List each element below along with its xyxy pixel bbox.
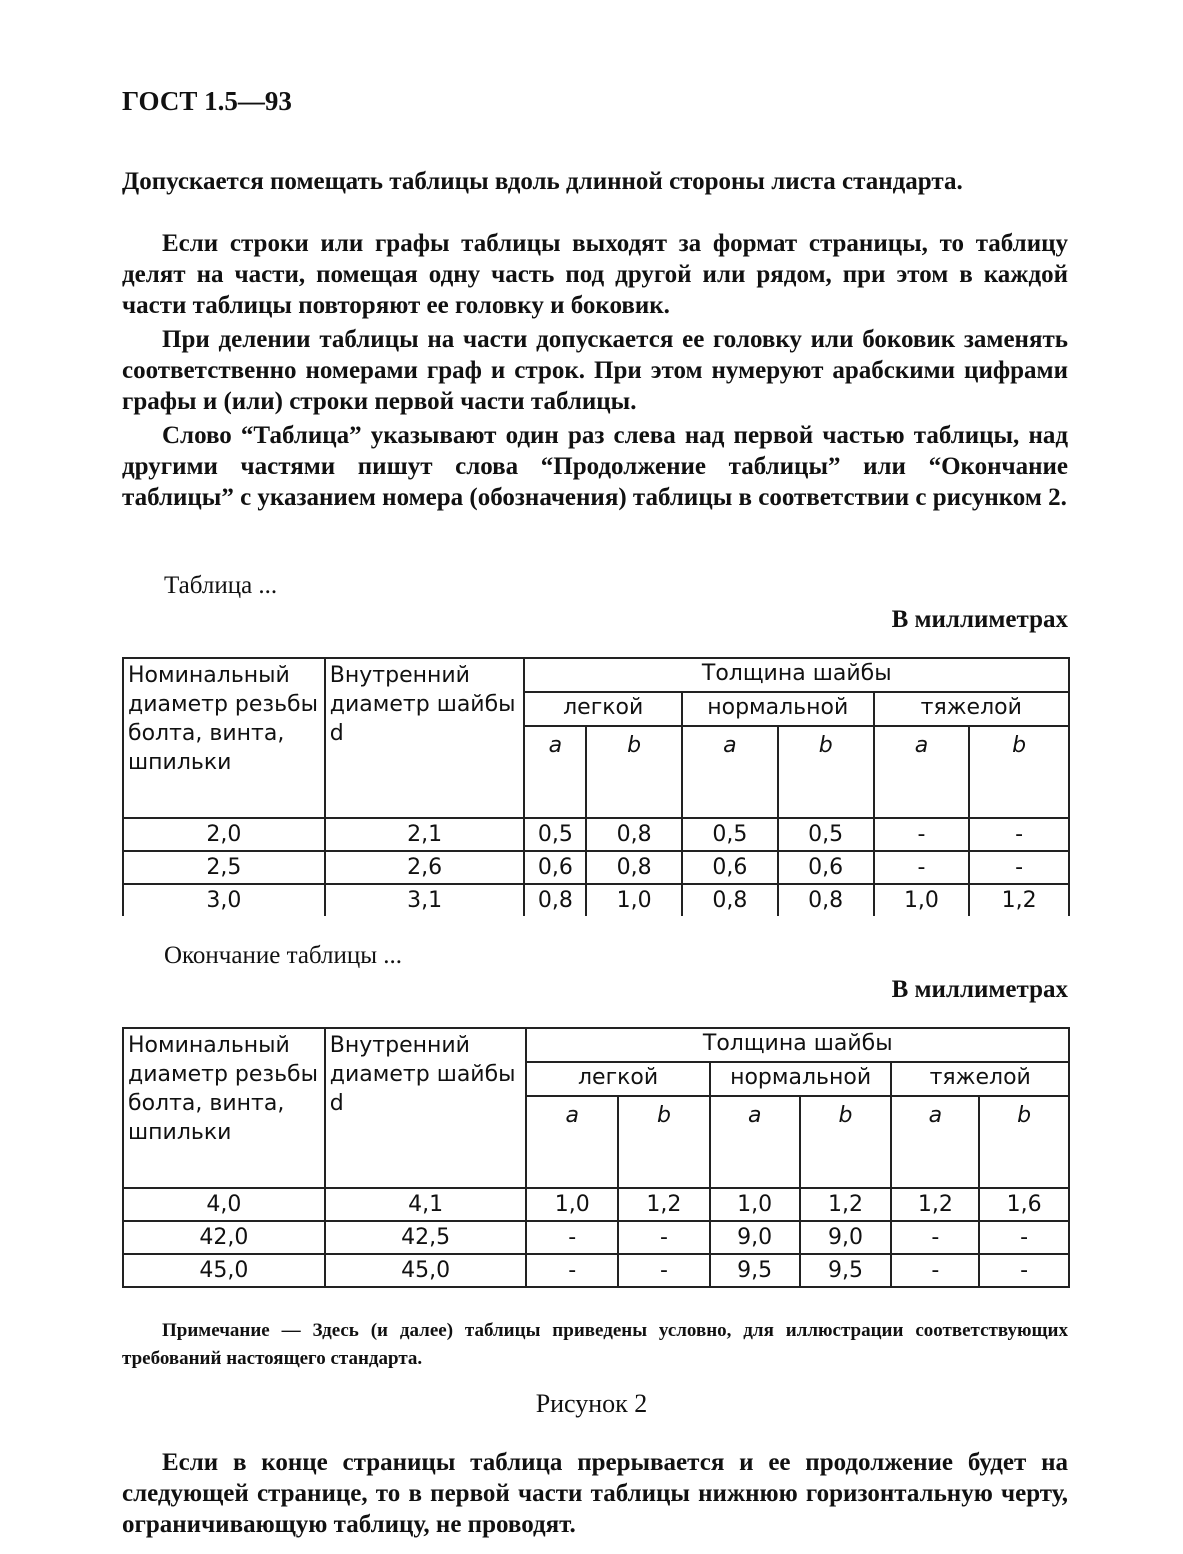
table-cell: 0,8 — [586, 851, 682, 884]
table-cell: 1,2 — [800, 1188, 892, 1221]
paragraph-1: Допускается помещать таблицы вдоль длинной стороны листа стандарта. — [122, 168, 963, 195]
table-cell: 1,2 — [891, 1188, 979, 1221]
table-cell: - — [891, 1221, 979, 1254]
table-cell: 2,5 — [123, 851, 325, 884]
table-cell: 0,5 — [682, 818, 778, 851]
table-cell: 2,6 — [325, 851, 525, 884]
table1-ab-header: b — [778, 726, 874, 818]
table-cell: - — [526, 1254, 618, 1287]
table1-ab-header: a — [682, 726, 778, 818]
table2-units: В миллиметрах — [891, 976, 1068, 1003]
table-cell: 0,8 — [524, 884, 586, 916]
table-row — [123, 1221, 1069, 1254]
table1-units: В миллиметрах — [891, 606, 1068, 633]
paragraph-3: При делении таблицы на части допускается ее головку или боковик заменять соответственно номерами граф и строк. При этом нумеруют арабскими цифрами графы и (или) строки первой части таблицы. — [122, 326, 1068, 415]
table-row — [123, 884, 1069, 916]
table2-ab-header: a — [710, 1096, 800, 1188]
table1-sub-light: легкой — [524, 692, 681, 726]
document-code: ГОСТ 1.5—93 — [122, 86, 292, 116]
table1-col1-header: Номинальный диаметр резьбы болта, винта, шпильки — [123, 658, 325, 818]
table1-caption: Таблица ... — [164, 572, 278, 599]
table2-sub-heavy: тяжелой — [891, 1062, 1069, 1096]
table-cell: 0,8 — [586, 818, 682, 851]
table-cell: - — [891, 1254, 979, 1287]
table-cell: - — [618, 1221, 710, 1254]
table-cell: 42,5 — [325, 1221, 527, 1254]
table-cell: - — [979, 1254, 1069, 1287]
table1-sub-normal: нормальной — [682, 692, 874, 726]
table1-ab-header: b — [586, 726, 682, 818]
table-row — [123, 1188, 1069, 1221]
table1-group-header: Толщина шайбы — [524, 658, 1069, 692]
table2-col1-header: Номинальный диаметр резьбы болта, винта, шпильки — [123, 1028, 325, 1188]
table-cell: 0,8 — [778, 884, 874, 916]
table2 — [122, 1027, 1070, 1288]
table-note: Примечание — Здесь (и далее) таблицы приведены условно, для иллюстрации соответствующих требований настоящего стандарта. — [122, 1320, 1068, 1369]
table2-ab-header: b — [979, 1096, 1069, 1188]
table2-ab-header: b — [800, 1096, 892, 1188]
table-cell: 2,1 — [325, 818, 525, 851]
paragraph-4: Слово “Таблица” указывают один раз слева над первой частью таблицы, над другими частями пишут слова “Продолжение таблицы” или “Окончание таблицы” с указанием номера (обозначения) таблицы в соответствии с рисунком 2. — [122, 422, 1068, 511]
table-cell: 45,0 — [123, 1254, 325, 1287]
table-cell: 0,5 — [524, 818, 586, 851]
table-row — [123, 818, 1069, 851]
table-cell: 4,0 — [123, 1188, 325, 1221]
table-cell: 0,5 — [778, 818, 874, 851]
table-cell: 9,5 — [710, 1254, 800, 1287]
table-cell: 9,5 — [800, 1254, 892, 1287]
table-cell: - — [969, 851, 1069, 884]
table2-group-header: Толщина шайбы — [526, 1028, 1069, 1062]
figure-caption: Рисунок 2 — [535, 1389, 648, 1418]
table-cell: 9,0 — [800, 1221, 892, 1254]
table-cell: 1,0 — [710, 1188, 800, 1221]
table-cell: 1,0 — [874, 884, 970, 916]
table-cell: 0,8 — [682, 884, 778, 916]
table-cell: - — [874, 851, 970, 884]
table-cell: - — [979, 1221, 1069, 1254]
table1-sub-heavy: тяжелой — [874, 692, 1069, 726]
table1-col2-header: Внутренний диаметр шайбы d — [325, 658, 525, 818]
table2-ab-header: a — [891, 1096, 979, 1188]
table1-ab-header: b — [969, 726, 1069, 818]
table-cell: 9,0 — [710, 1221, 800, 1254]
table-cell: 4,1 — [325, 1188, 527, 1221]
table-cell: 1,0 — [526, 1188, 618, 1221]
table2-sub-normal: нормальной — [710, 1062, 892, 1096]
paragraph-2: Если строки или графы таблицы выходят за формат страницы, то таблицу делят на части, помещая одну часть под другой или рядом, при этом в каждой части таблицы повторяют ее головку и боковик. — [122, 230, 1068, 319]
table-cell: - — [874, 818, 970, 851]
table-cell: 2,0 — [123, 818, 325, 851]
table-cell: 0,6 — [524, 851, 586, 884]
table-cell: 1,0 — [586, 884, 682, 916]
table-cell: 0,6 — [682, 851, 778, 884]
table-cell: 3,0 — [123, 884, 325, 916]
table-cell: 3,1 — [325, 884, 525, 916]
table2-ab-header: a — [526, 1096, 618, 1188]
table-cell: 45,0 — [325, 1254, 527, 1287]
table1 — [122, 657, 1070, 916]
table-cell: 1,2 — [618, 1188, 710, 1221]
table2-caption: Окончание таблицы ... — [164, 942, 403, 969]
table-row — [123, 1254, 1069, 1287]
table2-col2-header: Внутренний диаметр шайбы d — [325, 1028, 527, 1188]
table-cell: - — [618, 1254, 710, 1287]
table-cell: 0,6 — [778, 851, 874, 884]
table-cell: - — [969, 818, 1069, 851]
table2-sub-light: легкой — [526, 1062, 709, 1096]
table-cell: 1,2 — [969, 884, 1069, 916]
table-row — [123, 851, 1069, 884]
table-cell: 42,0 — [123, 1221, 325, 1254]
table-cell: 1,6 — [979, 1188, 1069, 1221]
table1-ab-header: a — [524, 726, 586, 818]
table2-ab-header: b — [618, 1096, 710, 1188]
table-cell: - — [526, 1221, 618, 1254]
final-paragraph: Если в конце страницы таблица прерывается и ее продолжение будет на следующей странице, то в первой части таблицы нижнюю горизонтальную черту, ограничивающую таблицу, не проводят. — [122, 1449, 1068, 1538]
table1-ab-header: a — [874, 726, 970, 818]
